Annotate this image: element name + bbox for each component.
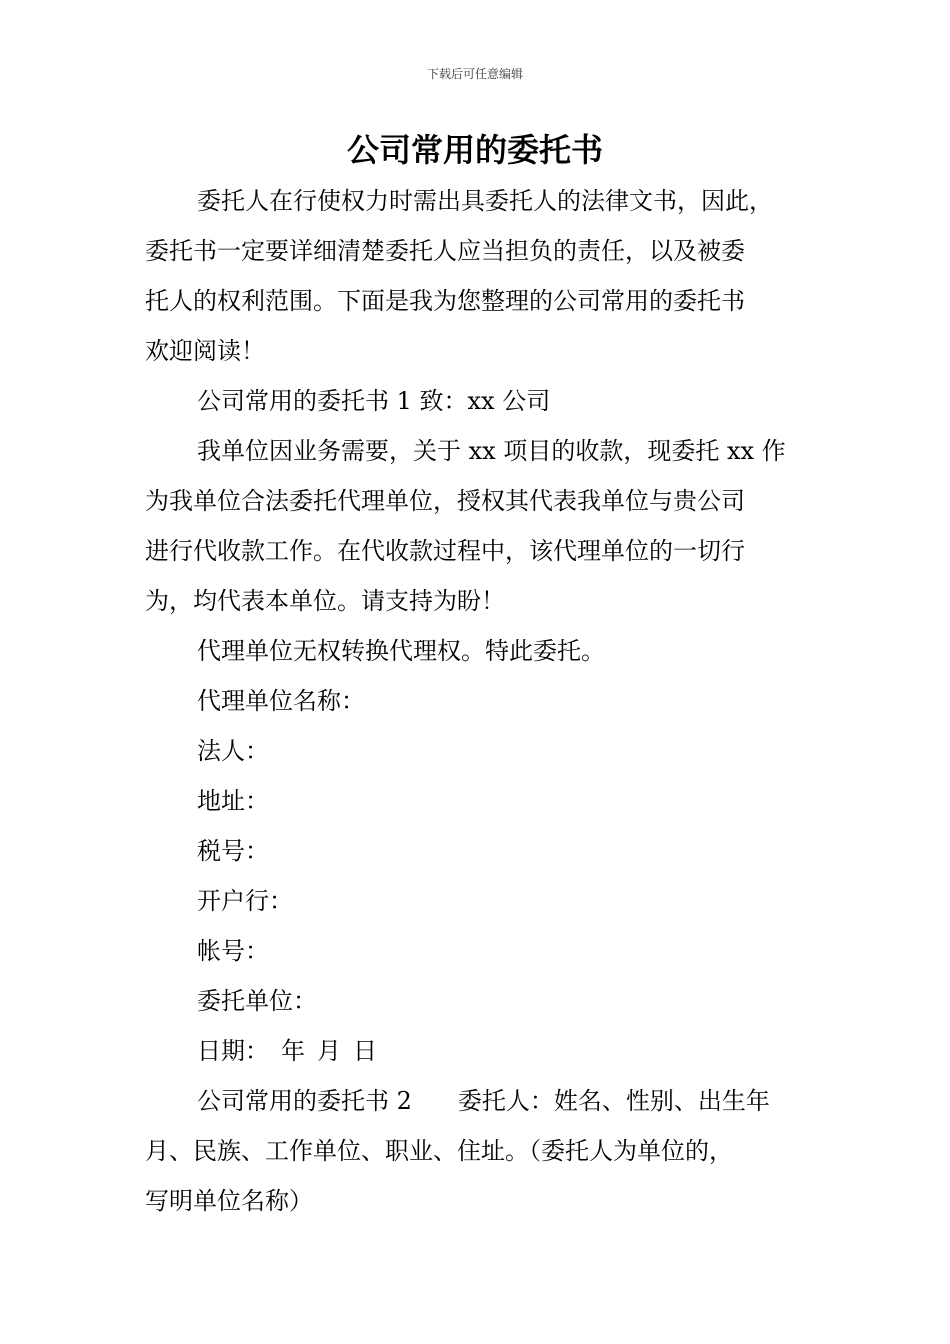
letter1-body-line-3: 进行代收款工作。在代收款过程中，该代理单位的一切行	[145, 537, 745, 565]
date-day: 日	[353, 1037, 377, 1065]
date-month: 月	[317, 1037, 341, 1065]
letter2-line-3: 写明单位名称）	[145, 1187, 313, 1215]
letter2-principal-fields: 委托人：姓名、性别、出生年	[457, 1087, 770, 1115]
letter1-note: 代理单位无权转换代理权。特此委托。	[197, 637, 605, 665]
letter1-heading: 公司常用的委托书 1 致：xx 公司	[197, 387, 551, 415]
letter1-body-line-1: 我单位因业务需要，关于 xx 项目的收款，现委托 xx 作	[197, 437, 786, 465]
intro-line-3: 托人的权利范围。下面是我为您整理的公司常用的委托书	[145, 287, 745, 315]
field-tax-id: 税号：	[197, 837, 269, 865]
field-bank: 开户行：	[197, 887, 293, 915]
letter1-body-line-4: 为，均代表本单位。请支持为盼！	[145, 587, 505, 615]
header-note: 下载后可任意编辑	[426, 67, 523, 81]
field-agent-name: 代理单位名称：	[197, 687, 365, 715]
date-year: 年	[281, 1037, 305, 1065]
field-account: 帐号：	[197, 937, 269, 965]
date-label: 日期：	[197, 1037, 269, 1065]
field-principal: 委托单位：	[197, 987, 317, 1015]
field-date	[145, 1026, 810, 1076]
letter2-line-1	[145, 1076, 810, 1126]
letter2-line-2: 月、民族、工作单位、职业、住址。（委托人为单位的，	[145, 1137, 733, 1165]
letter1-body-line-2: 为我单位合法委托代理单位，授权其代表我单位与贵公司	[145, 487, 745, 515]
document-body	[145, 176, 810, 1226]
intro-line-1: 委托人在行使权力时需出具委托人的法律文书，因此，	[197, 187, 773, 215]
letter2-heading: 公司常用的委托书 2	[197, 1087, 412, 1115]
document-title: 公司常用的委托书	[346, 131, 603, 169]
field-address: 地址：	[197, 787, 269, 815]
field-legal-person: 法人：	[197, 737, 269, 765]
intro-line-4: 欢迎阅读！	[145, 337, 265, 365]
intro-line-2: 委托书一定要详细清楚委托人应当担负的责任，以及被委	[145, 237, 745, 265]
